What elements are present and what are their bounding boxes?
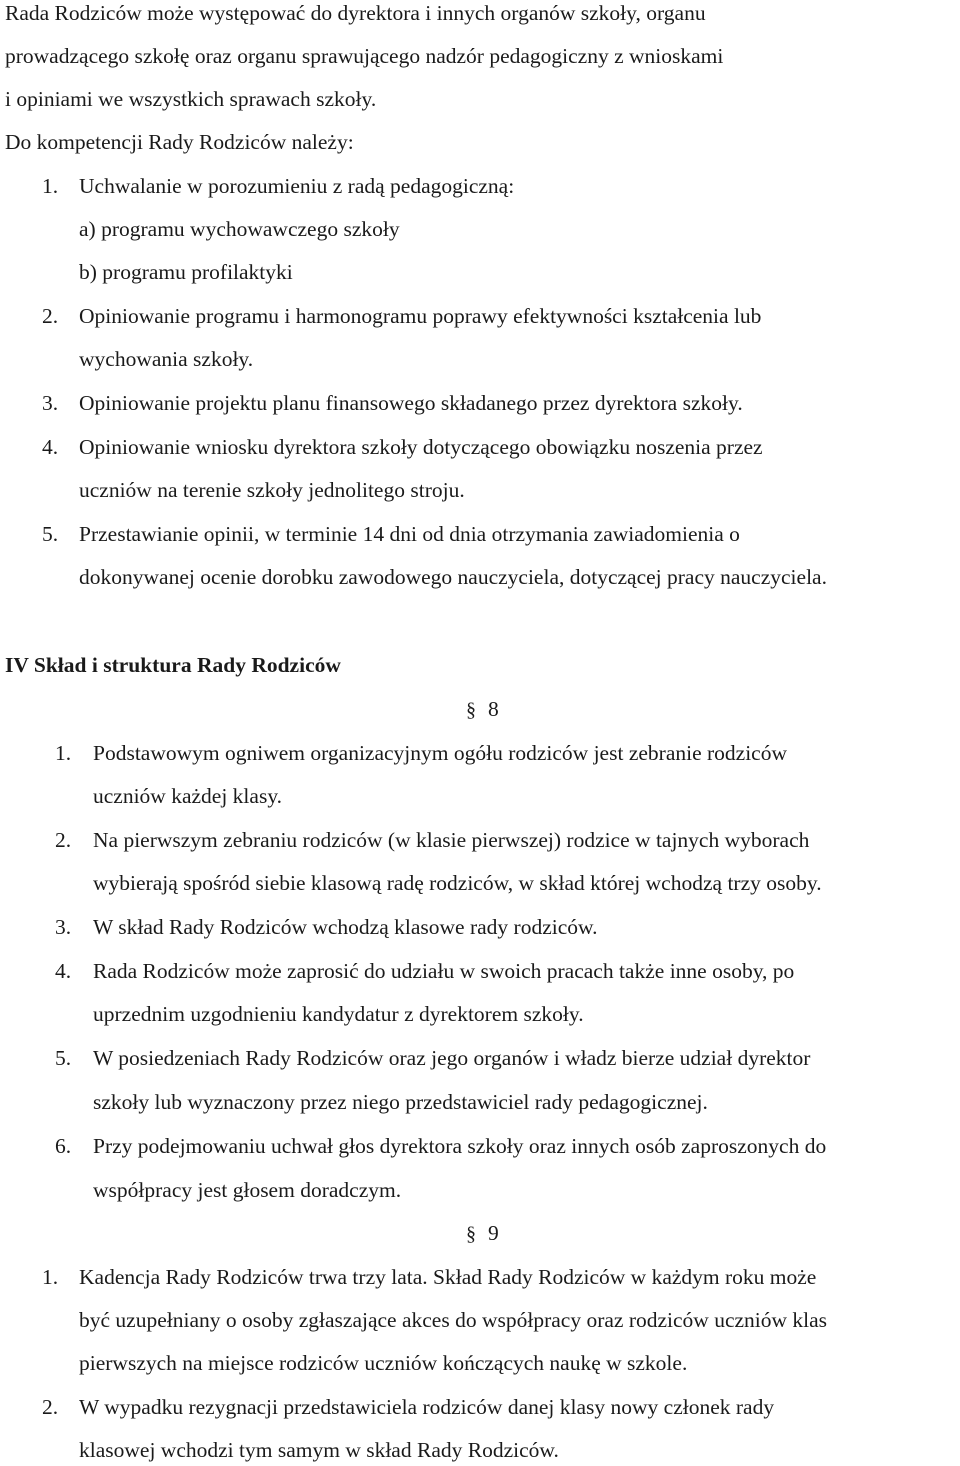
section-number: 9 <box>488 1221 499 1245</box>
competence-3-text: Opiniowanie projektu planu finansowego składanego przez dyrektora szkoły. <box>79 391 743 415</box>
s8-item-4-number: 4. <box>55 959 72 983</box>
s9-item-2-text-2: klasowej wchodzi tym samym w skład Rady Rodziców. <box>79 1438 559 1462</box>
s9-item-1-text-3: pierwszych na miejsce rodziców uczniów kończących naukę w szkole. <box>79 1351 688 1375</box>
competence-2-text-2: wychowania szkoły. <box>79 347 254 371</box>
s9-item-2-text-1: W wypadku rezygnacji przedstawiciela rodziców danej klasy nowy członek rady <box>79 1395 775 1419</box>
chapter-heading: IV Skład i struktura Rady Rodziców <box>5 653 341 677</box>
competence-4-text-2: uczniów na terenie szkoły jednolitego stroju. <box>79 478 465 502</box>
competence-2-text-1: Opiniowanie programu i harmonogramu poprawy efektywności kształcenia lub <box>79 304 762 328</box>
s9-item-1-text-2: być uzupełniany o osoby zgłaszające akces do współpracy oraz rodziców uczniów klas <box>79 1308 828 1332</box>
s8-item-2-number: 2. <box>55 828 72 852</box>
competence-5-number: 5. <box>42 522 59 546</box>
section-9-heading <box>466 1223 499 1245</box>
s8-item-6-text-2: współpracy jest głosem doradczym. <box>93 1178 402 1202</box>
intro-line-3: i opiniami we wszystkich sprawach szkoły. <box>5 87 377 111</box>
s8-item-3-text-1: W skład Rady Rodziców wchodzą klasowe rady rodziców. <box>93 915 598 939</box>
s8-item-5-number: 5. <box>55 1046 72 1070</box>
s9-item-2-number: 2. <box>42 1395 59 1419</box>
s8-item-5-text-1: W posiedzeniach Rady Rodziców oraz jego organów i władz bierze udział dyrektor <box>93 1046 811 1070</box>
s8-item-1-text-2: uczniów każdej klasy. <box>93 784 283 808</box>
competence-1-sub-a: a) programu wychowawczego szkoły <box>79 217 400 241</box>
competence-1-text: Uchwalanie w porozumieniu z radą pedagogiczną: <box>79 174 515 198</box>
competence-3-number: 3. <box>42 391 59 415</box>
s9-item-1-text-1: Kadencja Rady Rodziców trwa trzy lata. Skład Rady Rodziców w każdym roku może <box>79 1265 817 1289</box>
section-number: 8 <box>488 697 499 721</box>
intro-line-2: prowadzącego szkołę oraz organu sprawującego nadzór pedagogiczny z wnioskami <box>5 44 724 68</box>
section-symbol: § <box>466 699 476 721</box>
competence-1-number: 1. <box>42 174 59 198</box>
s8-item-1-text-1: Podstawowym ogniwem organizacyjnym ogółu rodziców jest zebranie rodziców <box>93 741 787 765</box>
s8-item-2-text-2: wybierają spośród siebie klasową radę rodziców, w skład której wchodzą trzy osoby. <box>93 871 822 895</box>
s8-item-1-number: 1. <box>55 741 72 765</box>
competence-5-text-1: Przestawianie opinii, w terminie 14 dni od dnia otrzymania zawiadomienia o <box>79 522 740 546</box>
s8-item-6-number: 6. <box>55 1134 72 1158</box>
s8-item-2-text-1: Na pierwszym zebraniu rodziców (w klasie pierwszej) rodzice w tajnych wyborach <box>93 828 810 852</box>
s9-item-1-number: 1. <box>42 1265 59 1289</box>
competence-1-sub-b: b) programu profilaktyki <box>79 260 293 284</box>
intro-line-1: Rada Rodziców może występować do dyrektora i innych organów szkoły, organu <box>5 1 706 25</box>
competence-2-number: 2. <box>42 304 59 328</box>
s8-item-6-text-1: Przy podejmowaniu uchwał głos dyrektora szkoły oraz innych osób zaproszonych do <box>93 1134 827 1158</box>
s8-item-4-text-1: Rada Rodziców może zaprosić do udziału w swoich pracach także inne osoby, po <box>93 959 795 983</box>
competence-5-text-2: dokonywanej ocenie dorobku zawodowego nauczyciela, dotyczącej pracy nauczyciela. <box>79 565 827 589</box>
competence-4-text-1: Opiniowanie wniosku dyrektora szkoły dotyczącego obowiązku noszenia przez <box>79 435 763 459</box>
s8-item-3-number: 3. <box>55 915 72 939</box>
s8-item-5-text-2: szkoły lub wyznaczony przez niego przedstawiciel rady pedagogicznej. <box>93 1090 708 1114</box>
section-8-heading <box>466 699 499 721</box>
competences-intro: Do kompetencji Rady Rodziców należy: <box>5 130 354 154</box>
s8-item-4-text-2: uprzednim uzgodnieniu kandydatur z dyrektorem szkoły. <box>93 1002 584 1026</box>
competence-4-number: 4. <box>42 435 59 459</box>
section-symbol: § <box>466 1223 476 1245</box>
